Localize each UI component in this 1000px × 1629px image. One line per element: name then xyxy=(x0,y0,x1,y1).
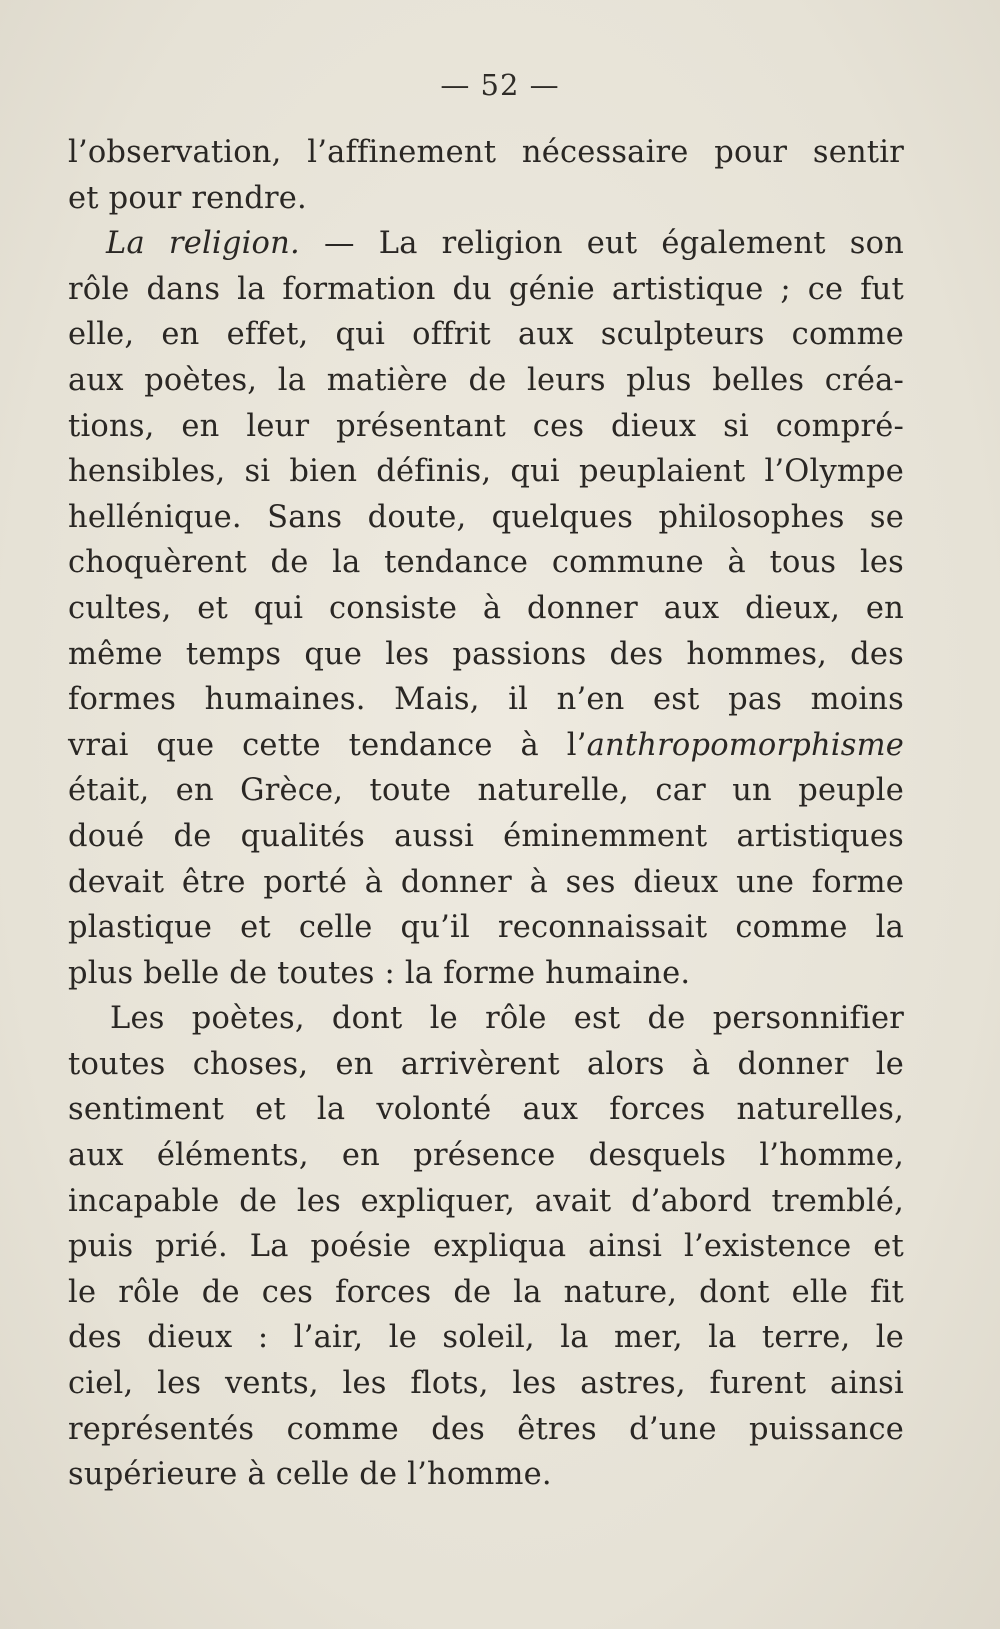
text-line: puis prié. La poésie expliqua ainsi l’existence et xyxy=(68,1229,904,1265)
text-line: le rôle de ces forces de la nature, dont elle fit xyxy=(68,1274,904,1310)
text-segment: — La religion eut également son xyxy=(299,226,904,262)
text-line: doué de qualités aussi éminemment artistiques xyxy=(68,818,904,854)
page-number: — 52 — xyxy=(440,68,560,102)
text-segment: vrai que cette tendance à l’ xyxy=(68,727,587,763)
text-line: l’observation, l’affinement nécessaire pour sentir xyxy=(68,135,904,170)
text-line xyxy=(68,221,904,267)
text-line: supérieure à celle de l’homme. xyxy=(68,1457,552,1493)
italic-text-segment: La religion. xyxy=(106,226,300,262)
text-line: Les poètes, dont le rôle est de personnifier xyxy=(110,1001,904,1037)
text-line: même temps que les passions des hommes, des xyxy=(68,636,904,672)
body-text xyxy=(68,130,904,1498)
text-line: était, en Grèce, toute naturelle, car un peuple xyxy=(68,773,904,809)
text-line: incapable de les expliquer, avait d’abord tremblé, xyxy=(68,1183,904,1219)
text-line: formes humaines. Mais, il n’en est pas moins xyxy=(68,682,904,718)
text-line: rôle dans la formation du génie artistique ; ce fut xyxy=(68,271,904,307)
text-line: tions, en leur présentant ces dieux si compré- xyxy=(68,408,904,444)
italic-text-segment: anthropomorphisme xyxy=(586,727,904,763)
text-line: cultes, et qui consiste à donner aux dieux, en xyxy=(68,590,904,626)
text-line: aux éléments, en présence desquels l’homme, xyxy=(68,1138,904,1174)
text-line: hellénique. Sans doute, quelques philosophes se xyxy=(68,499,904,535)
text-line: elle, en effet, qui offrit aux sculpteurs comme xyxy=(68,317,904,353)
text-line: choquèrent de la tendance commune à tous les xyxy=(68,545,904,581)
text-line: toutes choses, en arrivèrent alors à donner le xyxy=(68,1046,904,1082)
text-line: ciel, les vents, les flots, les astres, furent ainsi xyxy=(68,1366,904,1402)
text-line: représentés comme des êtres d’une puissance xyxy=(68,1411,904,1447)
text-line: devait être porté à donner à ses dieux une forme xyxy=(68,864,904,900)
text-line: plastique et celle qu’il reconnaissait comme la xyxy=(68,910,904,946)
text-line xyxy=(68,723,904,769)
text-line: sentiment et la volonté aux forces naturelles, xyxy=(68,1092,904,1128)
text-line: hensibles, si bien définis, qui peuplaient l’Olympe xyxy=(68,454,904,490)
text-line: aux poètes, la matière de leurs plus belles créa- xyxy=(68,362,904,398)
text-line: plus belle de toutes : la forme humaine. xyxy=(68,955,691,991)
text-line: des dieux : l’air, le soleil, la mer, la terre, le xyxy=(68,1320,904,1356)
text-line: et pour rendre. xyxy=(68,180,307,216)
